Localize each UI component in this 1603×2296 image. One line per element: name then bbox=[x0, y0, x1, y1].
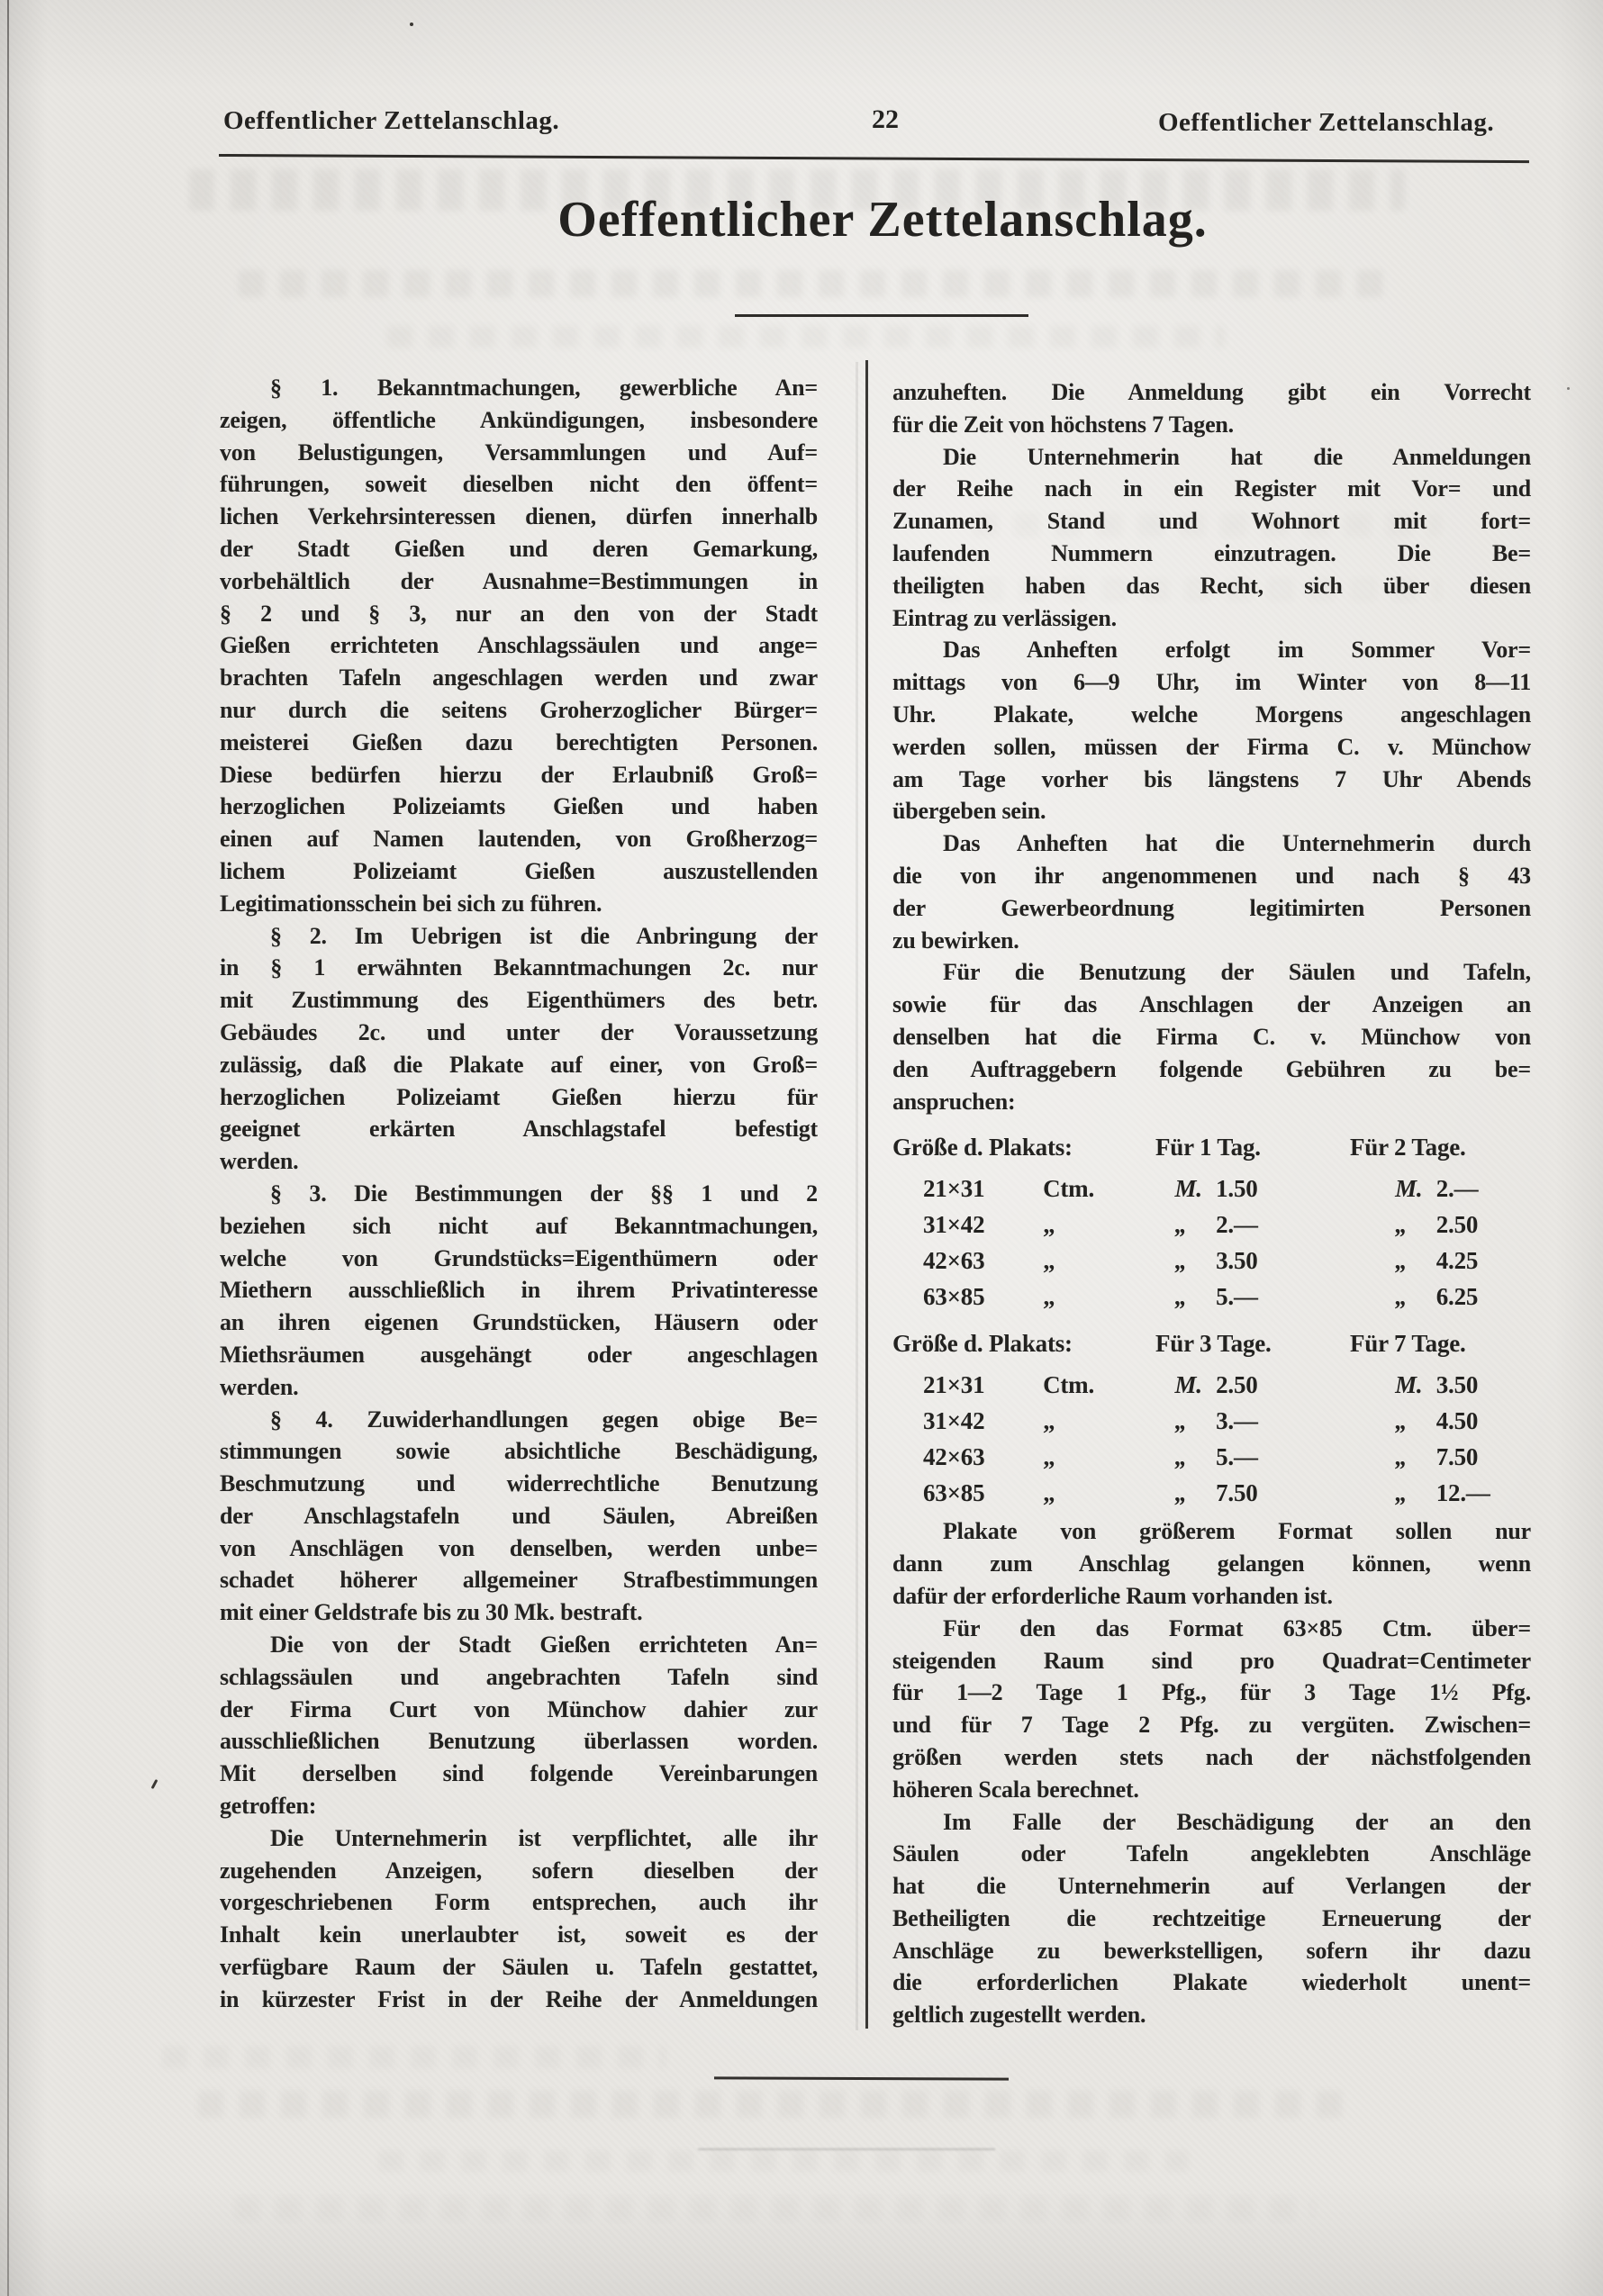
text-line: die von ihr angenommenen und nach § 43 bbox=[892, 862, 1531, 889]
text-line: vorgeschriebenen Form entsprechen, auch ihr bbox=[220, 1889, 818, 1916]
text-line: der Reihe nach in ein Register mit Vor= und bbox=[892, 475, 1531, 502]
header-rule bbox=[219, 154, 1529, 163]
text-line: beziehen sich nicht auf Bekanntmachungen, bbox=[220, 1212, 818, 1239]
table-header-day2: Für 2 Tage. bbox=[1350, 1134, 1466, 1162]
text-line: Für die Benutzung der Säulen und Tafeln, bbox=[943, 959, 1531, 986]
currency-mark: „ bbox=[1174, 1443, 1187, 1471]
currency-mark: M. bbox=[1395, 1175, 1423, 1203]
currency-mark: „ bbox=[1395, 1479, 1408, 1507]
price-table-1-header bbox=[892, 1132, 1531, 1166]
currency-mark: M. bbox=[1395, 1371, 1423, 1399]
running-title-left: Oeffentlicher Zettelanschlag. bbox=[223, 106, 560, 135]
poster-size: 63×85 bbox=[923, 1283, 985, 1311]
ink-speck bbox=[410, 23, 413, 26]
text-line: Mit derselben sind folgende Vereinbarungen bbox=[220, 1760, 818, 1787]
bleed-through-ghost bbox=[239, 270, 1396, 297]
right-column bbox=[892, 376, 1531, 2031]
price-table-1 bbox=[892, 1173, 1531, 1317]
price-table-row bbox=[892, 1442, 1531, 1478]
size-unit: „ bbox=[1043, 1211, 1055, 1239]
price-first: 1.50 bbox=[1216, 1175, 1258, 1203]
price-table-2 bbox=[892, 1369, 1531, 1514]
price-table-row bbox=[892, 1406, 1531, 1442]
price-second: 4.50 bbox=[1435, 1407, 1479, 1435]
price-first: 3.— bbox=[1216, 1407, 1258, 1435]
bleed-through-ghost bbox=[162, 2046, 666, 2069]
text-line: Betheiligten die rechtzeitige Erneuerung der bbox=[892, 1904, 1531, 1931]
text-line: einen auf Namen lautenden, von Großherzog= bbox=[220, 826, 818, 853]
text-line: mit Zustimmung des Eigenthümers des betr. bbox=[220, 987, 818, 1014]
text-line: zu bewirken. bbox=[892, 927, 1019, 954]
text-line: herzoglichen Polizeiamts Gießen und haben bbox=[220, 793, 818, 820]
text-line: Säulen oder Tafeln angeklebten Anschläge bbox=[892, 1840, 1531, 1867]
currency-mark: „ bbox=[1174, 1211, 1187, 1239]
text-line: für 1—2 Tage 1 Pfg., für 3 Tage 1½ Pfg. bbox=[892, 1679, 1531, 1706]
poster-size: 31×42 bbox=[923, 1211, 985, 1239]
text-line: von Belustigungen, Versammlungen und Auf= bbox=[220, 438, 818, 466]
price-second: 12.— bbox=[1435, 1479, 1490, 1507]
text-line: welche von Grundstücks=Eigenthümern oder bbox=[220, 1244, 818, 1271]
price-first: 2.— bbox=[1216, 1211, 1258, 1239]
text-line: anzuheften. Die Anmeldung gibt ein Vorrecht bbox=[892, 379, 1531, 405]
text-line: hat die Unternehmerin auf Verlangen der bbox=[892, 1873, 1531, 1900]
price-table-row bbox=[892, 1478, 1531, 1514]
poster-size: 42×63 bbox=[923, 1443, 985, 1471]
table-header-size-label: Größe d. Plakats: bbox=[892, 1134, 1073, 1162]
text-line: § 3. Die Bestimmungen der §§ 1 und 2 bbox=[270, 1180, 818, 1207]
running-title-right: Oeffentlicher Zettelanschlag. bbox=[1158, 108, 1495, 137]
price-second: 2.— bbox=[1435, 1175, 1479, 1203]
text-line: anspruchen: bbox=[892, 1088, 1016, 1115]
size-unit: Ctm. bbox=[1043, 1175, 1095, 1203]
text-line: herzoglichen Polizeiamt Gießen hierzu für bbox=[220, 1083, 818, 1110]
currency-mark: „ bbox=[1395, 1211, 1408, 1239]
price-second: 7.50 bbox=[1435, 1443, 1479, 1471]
text-line: zeigen, öffentliche Ankündigungen, insbesondere bbox=[220, 406, 818, 433]
text-line: der Gewerbeordnung legitimirten Personen bbox=[892, 894, 1531, 921]
size-unit: „ bbox=[1043, 1443, 1055, 1471]
text-line: mittags von 6—9 Uhr, im Winter von 8—11 bbox=[892, 669, 1531, 696]
currency-mark: „ bbox=[1395, 1247, 1408, 1275]
text-line: für die Zeit von höchstens 7 Tagen. bbox=[892, 411, 1234, 438]
text-line: Das Anheften hat die Unternehmerin durch bbox=[943, 830, 1531, 857]
text-line: in § 1 erwähnten Bekanntmachungen 2c. nur bbox=[220, 954, 818, 981]
text-line: sowie für das Anschlagen der Anzeigen an bbox=[892, 991, 1531, 1018]
price-first: 5.— bbox=[1216, 1283, 1258, 1311]
text-line: der Anschlagstafeln und Säulen, Abreißen bbox=[220, 1502, 818, 1529]
column-divider bbox=[865, 360, 868, 2029]
price-table-2-header bbox=[892, 1328, 1531, 1362]
text-line: lichen Verkehrsinteressen dienen, dürfen innerhalb bbox=[220, 503, 818, 530]
ink-speck bbox=[151, 1779, 158, 1789]
text-line: die erforderlichen Plakate wiederholt unent= bbox=[892, 1969, 1531, 1996]
price-first: 5.— bbox=[1216, 1443, 1258, 1471]
price-second: 4.25 bbox=[1435, 1247, 1479, 1275]
text-line: geeignet erkärten Anschlagstafel befestigt bbox=[220, 1116, 818, 1143]
text-line: theiligten haben das Recht, sich über diesen bbox=[892, 572, 1531, 599]
currency-mark: M. bbox=[1174, 1371, 1202, 1399]
poster-size: 63×85 bbox=[923, 1479, 985, 1507]
currency-mark: „ bbox=[1174, 1283, 1187, 1311]
price-table-row bbox=[892, 1209, 1531, 1245]
text-line: an ihren eigenen Grundstücken, Häusern oder bbox=[220, 1309, 818, 1336]
text-line: werden. bbox=[220, 1373, 299, 1400]
text-line: steigenden Raum sind pro Quadrat=Centimeter bbox=[892, 1647, 1531, 1674]
text-line: § 1. Bekanntmachungen, gewerbliche An= bbox=[270, 375, 818, 401]
title-rule bbox=[735, 314, 1028, 317]
text-line: Zunamen, Stand und Wohnort mit fort= bbox=[892, 508, 1531, 535]
text-line: höheren Scala berechnet. bbox=[892, 1776, 1139, 1803]
text-line: Die Unternehmerin ist verpflichtet, alle ihr bbox=[270, 1824, 818, 1851]
table-header-day3: Für 3 Tage. bbox=[1155, 1330, 1272, 1358]
price-second: 6.25 bbox=[1435, 1283, 1479, 1311]
table-header-day7: Für 7 Tage. bbox=[1350, 1330, 1466, 1358]
text-line: Die von der Stadt Gießen errichteten An= bbox=[270, 1632, 818, 1659]
text-line: in kürzester Frist in der Reihe der Anmeldungen bbox=[220, 1985, 818, 2012]
text-line: am Tage vorher bis längstens 7 Uhr Abends bbox=[892, 765, 1531, 792]
text-line: werden sollen, müssen der Firma C. v. Münchow bbox=[892, 733, 1531, 760]
text-line: Beschmutzung und widerrechtliche Benutzung bbox=[220, 1470, 818, 1497]
text-line: der Stadt Gießen und deren Gemarkung, bbox=[220, 535, 818, 562]
currency-mark: M. bbox=[1174, 1175, 1202, 1203]
table-header-day1: Für 1 Tag. bbox=[1155, 1134, 1261, 1162]
text-line: brachten Tafeln angeschlagen werden und zwar bbox=[220, 664, 818, 692]
text-line: dann zum Anschlag gelangen können, wenn bbox=[892, 1550, 1531, 1577]
text-line: Miethsräumen ausgehängt oder angeschlagen bbox=[220, 1341, 818, 1368]
text-line: mit einer Geldstrafe bis zu 30 Mk. bestraft. bbox=[220, 1599, 643, 1626]
text-line: Das Anheften erfolgt im Sommer Vor= bbox=[943, 637, 1531, 664]
size-unit: Ctm. bbox=[1043, 1371, 1095, 1399]
poster-size: 21×31 bbox=[923, 1371, 985, 1399]
text-line: führungen, soweit dieselben nicht den öffent= bbox=[220, 471, 818, 498]
price-second: 2.50 bbox=[1435, 1211, 1479, 1239]
page-number: 22 bbox=[872, 104, 899, 134]
size-unit: „ bbox=[1043, 1407, 1055, 1435]
text-line: Inhalt kein unerlaubter ist, soweit es der bbox=[220, 1921, 818, 1948]
text-line: Miethern ausschließlich in ihrem Privatinteresse bbox=[220, 1277, 818, 1304]
bleed-through-ghost bbox=[198, 2091, 1351, 2118]
right-column-bottom-text bbox=[892, 1515, 1531, 2031]
poster-size: 42×63 bbox=[923, 1247, 985, 1275]
text-line: § 2. Im Uebrigen ist die Anbringung der bbox=[270, 922, 818, 949]
right-column-top-text bbox=[892, 376, 1531, 1117]
text-line: zugehenden Anzeigen, sofern dieselben der bbox=[220, 1857, 818, 1884]
size-unit: „ bbox=[1043, 1479, 1055, 1507]
price-second: 3.50 bbox=[1435, 1371, 1479, 1399]
currency-mark: „ bbox=[1174, 1407, 1187, 1435]
text-line: lichem Polizeiamt Gießen auszustellenden bbox=[220, 857, 818, 884]
price-first: 7.50 bbox=[1216, 1479, 1258, 1507]
document-title: Oeffentlicher Zettelanschlag. bbox=[557, 192, 1208, 248]
price-table-row bbox=[892, 1173, 1531, 1209]
end-of-article-rule bbox=[714, 2076, 1009, 2080]
text-line: Gebäudes 2c. und unter der Voraussetzung bbox=[220, 1018, 818, 1045]
price-table-row bbox=[892, 1369, 1531, 1406]
currency-mark: „ bbox=[1174, 1479, 1187, 1507]
currency-mark: „ bbox=[1395, 1283, 1408, 1311]
text-line: größen werden stets nach der nächstfolgenden bbox=[892, 1743, 1531, 1770]
text-line: getroffen: bbox=[220, 1793, 317, 1820]
bleed-through-rule bbox=[698, 2148, 995, 2150]
ink-speck bbox=[1567, 387, 1570, 390]
text-line: meisterei Gießen dazu berechtigten Personen. bbox=[220, 728, 818, 755]
price-first: 2.50 bbox=[1216, 1371, 1258, 1399]
text-line: denselben hat die Firma C. v. Münchow von bbox=[892, 1023, 1531, 1050]
text-line: zulässig, daß die Plakate auf einer, von Groß= bbox=[220, 1051, 818, 1078]
text-line: vorbehältlich der Ausnahme=Bestimmungen in bbox=[220, 567, 818, 594]
text-line: verfügbare Raum der Säulen u. Tafeln gestattet, bbox=[220, 1954, 818, 1981]
text-line: Plakate von größerem Format sollen nur bbox=[943, 1518, 1531, 1545]
text-line: von Anschlägen von denselben, werden unbe= bbox=[220, 1534, 818, 1561]
bleed-through-ghost bbox=[387, 326, 1225, 348]
table-header-size-label: Größe d. Plakats: bbox=[892, 1330, 1073, 1358]
page-scan-edge bbox=[7, 0, 9, 2296]
text-line: Eintrag zu verlässigen. bbox=[892, 604, 1117, 631]
text-line: den Auftraggebern folgende Gebühren zu be= bbox=[892, 1055, 1531, 1082]
text-line: geltlich zugestellt werden. bbox=[892, 2002, 1146, 2029]
text-line: und für 7 Tage 2 Pfg. zu vergüten. Zwischen= bbox=[892, 1712, 1531, 1739]
text-line: Legitimationsschein bei sich zu führen. bbox=[220, 890, 602, 917]
text-line: Gießen errichteten Anschlagssäulen und ange= bbox=[220, 632, 818, 659]
currency-mark: „ bbox=[1395, 1407, 1408, 1435]
poster-size: 31×42 bbox=[923, 1407, 985, 1435]
text-line: Die Unternehmerin hat die Anmeldungen bbox=[943, 443, 1531, 470]
text-line: Für den das Format 63×85 Ctm. über= bbox=[943, 1614, 1531, 1641]
text-line: der Firma Curt von Münchow dahier zur bbox=[220, 1695, 818, 1722]
text-line: Im Falle der Beschädigung der an den bbox=[943, 1808, 1531, 1835]
text-line: § 2 und § 3, nur an den von der Stadt bbox=[220, 600, 818, 627]
size-unit: „ bbox=[1043, 1283, 1055, 1311]
text-line: § 4. Zuwiderhandlungen gegen obige Be= bbox=[270, 1406, 818, 1433]
left-column bbox=[220, 372, 818, 2016]
size-unit: „ bbox=[1043, 1247, 1055, 1275]
price-first: 3.50 bbox=[1216, 1247, 1258, 1275]
text-line: werden. bbox=[220, 1148, 299, 1175]
currency-mark: „ bbox=[1395, 1443, 1408, 1471]
text-line: übergeben sein. bbox=[892, 798, 1046, 825]
text-line: stimmungen sowie absichtliche Beschädigung, bbox=[220, 1438, 818, 1465]
currency-mark: „ bbox=[1174, 1247, 1187, 1275]
text-line: nur durch die seitens Groherzoglicher Bürger= bbox=[220, 696, 818, 723]
price-table-row bbox=[892, 1281, 1531, 1317]
text-line: Uhr. Plakate, welche Morgens angeschlagen bbox=[892, 701, 1531, 728]
text-line: ausschließlichen Benutzung überlassen worden. bbox=[220, 1728, 818, 1755]
price-table-row bbox=[892, 1245, 1531, 1281]
bleed-through-ghost bbox=[378, 2150, 1189, 2172]
text-line: schlagssäulen und angebrachten Tafeln sind bbox=[220, 1663, 818, 1690]
text-line: Anschläge zu bewerkstelligen, sofern ihr dazu bbox=[892, 1937, 1531, 1964]
poster-size: 21×31 bbox=[923, 1175, 985, 1203]
text-line: dafür der erforderliche Raum vorhanden ist. bbox=[892, 1582, 1333, 1609]
text-line: schadet höherer allgemeiner Strafbestimmungen bbox=[220, 1567, 818, 1594]
text-line: Diese bedürfen hierzu der Erlaubniß Groß= bbox=[220, 761, 818, 788]
text-line: laufenden Nummern einzutragen. Die Be= bbox=[892, 539, 1531, 566]
bleed-through-ghost bbox=[234, 2197, 1315, 2220]
